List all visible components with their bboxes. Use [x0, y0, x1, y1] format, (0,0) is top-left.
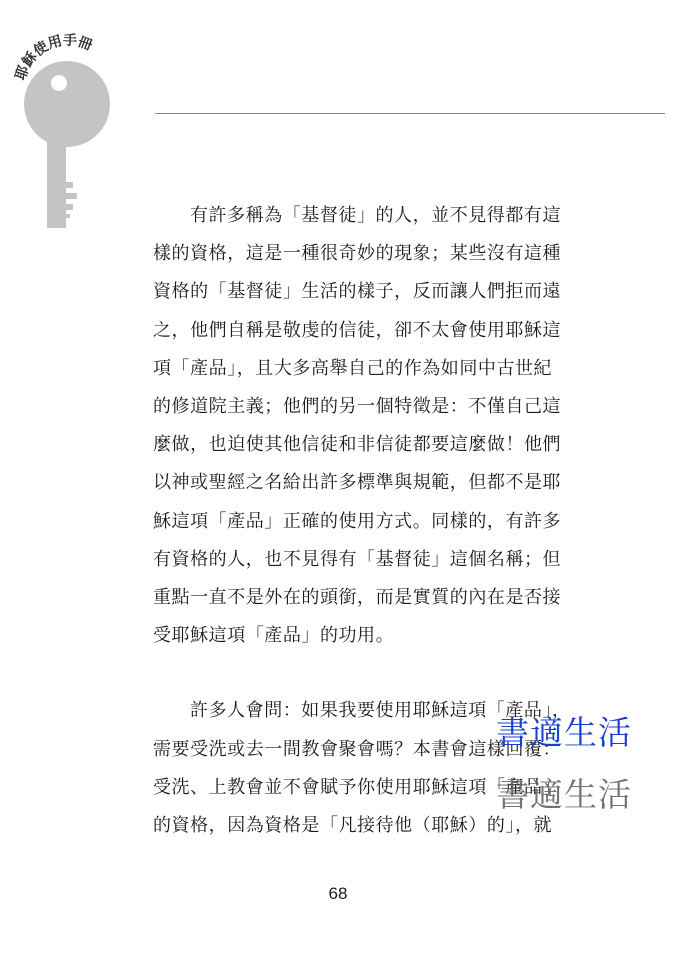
text-line: 以神或聖經之名給出許多標準與規範，但都不是耶	[153, 472, 562, 494]
text-line: 的資格，因為資格是「凡接待他（耶穌）的」，就	[153, 815, 553, 837]
text-line: 有資格的人，也不見得有「基督徒」這個名稱；但	[153, 548, 562, 570]
header-rule	[155, 113, 665, 114]
text-line: 受洗、上教會並不會賦予你使用耶穌這項「產品」	[153, 776, 562, 798]
watermark-gray: 書適生活	[496, 775, 632, 814]
watermark-blue: 書適生活	[496, 713, 632, 752]
text-line: 樣的資格，這是一種很奇妙的現象；某些沒有這種	[153, 243, 562, 265]
text-line: 需要受洗或去一間教會聚會嗎？本書會這樣回覆：	[153, 738, 562, 760]
text-line: 有許多稱為「基督徒」的人，並不見得都有這	[190, 205, 561, 226]
text-line: 之，他們自稱是敬虔的信徒，卻不太會使用耶穌這	[153, 319, 562, 341]
text-line: 受耶穌這項「產品」的功用。	[153, 625, 395, 647]
text-line: 穌這項「產品」正確的使用方式。同樣的，有許多	[153, 510, 562, 532]
text-line: 麼做，也迫使其他信徒和非信徒都要這麼做！他們	[153, 434, 562, 456]
text-line: 項「產品」，且大多高舉自己的作為如同中古世紀	[153, 357, 553, 379]
text-line: 許多人會問：如果我要使用耶穌這項「產品」，	[190, 700, 571, 722]
paragraph-1	[153, 197, 578, 655]
text-line: 重點一直不是外在的頭銜，而是實質的內在是否接	[153, 587, 562, 609]
text-line: 資格的「基督徒」生活的樣子，反而讓人們拒而遠	[153, 281, 562, 303]
text-line: 的修道院主義；他們的另一個特徵是：不僅自己這	[153, 396, 562, 418]
book-title: 耶穌使用手冊	[12, 32, 95, 83]
key-logo-icon	[0, 0, 140, 240]
page-number: 68	[328, 884, 348, 903]
